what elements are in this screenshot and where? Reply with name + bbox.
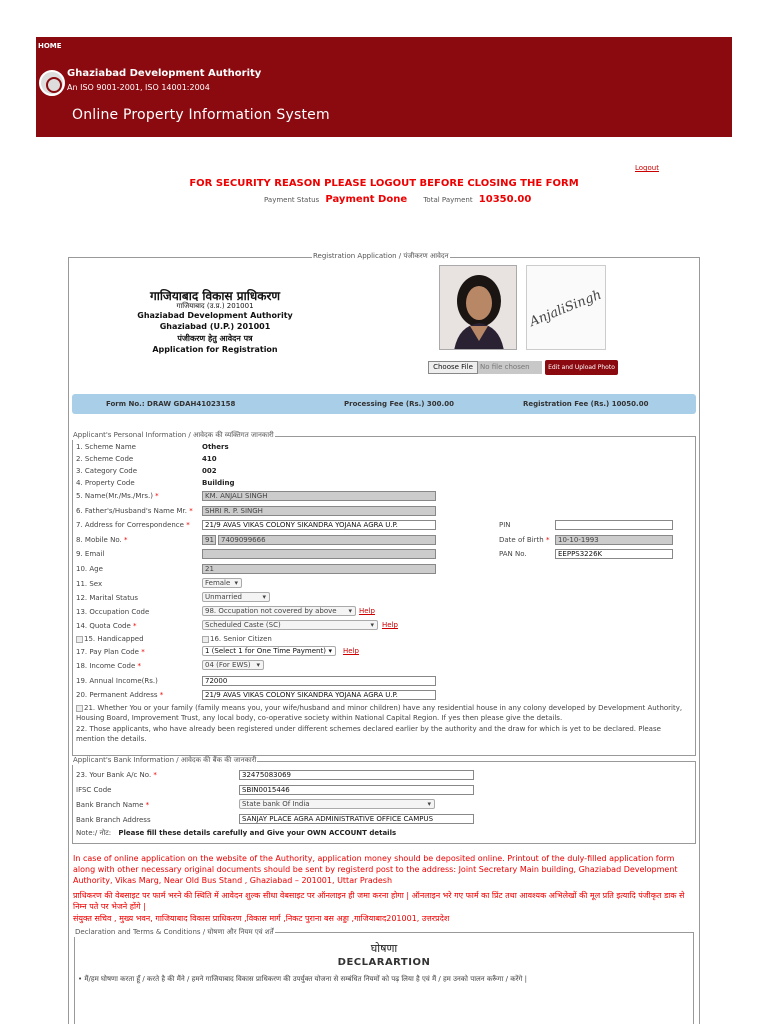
- ifsc-label: IFSC Code: [76, 786, 112, 794]
- form-number: Form No.: DRAW GDAH41023158: [106, 400, 236, 408]
- question-21: 21. Whether You or your family (family means you, your wife/husband and minor children) have any residential house in any colony developed by Development Authority, Housing Board, Improvement Trust, any local body, co-operative society within National Capital Region. If yes then please give the details.: [76, 704, 683, 722]
- quota-help-link[interactable]: Help: [382, 621, 398, 629]
- email-field[interactable]: [202, 549, 436, 559]
- category-code-value: 002: [202, 467, 217, 475]
- declaration-point-1: • मैं/हम घोषणा करता हूँ / करते है की मैंने / हमने गाजियाबाद विकास प्राधिकरण की उपर्युक्त योजना से सम्बंधित नियमों को पढ़ लिया है एवं मैं / हम उनको पालन करूँगा / करेंगे |: [78, 975, 527, 983]
- payplan-help-link[interactable]: Help: [343, 647, 359, 655]
- marital-select[interactable]: Unmarried ▾: [202, 592, 270, 602]
- notice-hindi: प्राधिकरण की वेबसाइट पर फार्म भरने की स्थिति में आवेदन शुल्क सीधा वेबसाइट पर ऑनलाइन ही जमा करना होगा | ऑनलाइन भरे गए फार्म का प्रिंट तथा आवश्यक अभिलेखों की मूल प्रति इत्यादि पंजीकृत डाक से निम्न पते पर भेजने होंगे |: [73, 891, 685, 911]
- applicant-photo: [439, 265, 517, 350]
- branch-address-field[interactable]: SANJAY PLACE AGRA ADMINISTRATIVE OFFICE CAMPUS: [239, 814, 474, 824]
- choose-file-button[interactable]: Choose File: [428, 361, 478, 374]
- residential-house-checkbox[interactable]: [76, 705, 83, 712]
- bank-info-legend: Applicant's Bank Information / आवेदक की बैंक की जानकारी: [73, 756, 257, 764]
- note-label: Note:/ नोट:: [76, 829, 112, 837]
- fee-info-bar: [72, 394, 696, 414]
- mobile-field[interactable]: 7409099666: [218, 535, 436, 545]
- dob-field[interactable]: 10-10-1993: [555, 535, 673, 545]
- bank-ac-label: 23. Your Bank A/c No.: [76, 771, 152, 779]
- sex-select[interactable]: Female ▾: [202, 578, 242, 588]
- address-field[interactable]: 21/9 AVAS VIKAS COLONY SIKANDRA YOJANA AGRA U.P.: [202, 520, 436, 530]
- branch-name-label: Bank Branch Name: [76, 801, 144, 809]
- age-label: 10. Age: [76, 565, 103, 573]
- upload-photo-button[interactable]: Edit and Upload Photo: [545, 360, 618, 375]
- annual-income-field[interactable]: 72000: [202, 676, 436, 686]
- question-22: 22. Those applicants, who have already been registered under different schemes declared earlier by the authority and the draw for which is yet to be declared. Please mention the details.: [76, 725, 661, 743]
- quota-select[interactable]: Scheduled Caste (SC) ▾: [202, 620, 378, 630]
- name-label: 5. Name(Mr./Ms./Mrs.): [76, 492, 153, 500]
- home-link[interactable]: HOME: [38, 42, 62, 50]
- mobile-label: 8. Mobile No.: [76, 536, 122, 544]
- occupation-select[interactable]: 98. Occupation not covered by above ▾: [202, 606, 356, 616]
- notice-hindi-address: संयुक्त सचिव , मुख्य भवन, गाजियाबाद विकास प्राधिकरण ,विकास मार्ग ,निकट पुराना बस अड्डा ,गाजियाबाद201001, उत्तरप्रदेश: [73, 914, 450, 923]
- bank-ac-field[interactable]: 32475083069: [239, 770, 474, 780]
- mobile-code-field[interactable]: 91: [202, 535, 216, 545]
- security-warning: FOR SECURITY REASON PLEASE LOGOUT BEFORE CLOSING THE FORM: [189, 178, 579, 189]
- permanent-address-label: 20. Permanent Address: [76, 691, 158, 699]
- declaration-title-en: DECLARARTION: [337, 957, 431, 968]
- occupation-help-link[interactable]: Help: [359, 607, 375, 615]
- declaration-title-hi: घोषणा: [370, 942, 398, 955]
- pan-field[interactable]: EEPPS3226K: [555, 549, 673, 559]
- permanent-address-field[interactable]: 21/9 AVAS VIKAS COLONY SIKANDRA YOJANA AGRA U.P.: [202, 690, 436, 700]
- occupation-label: 13. Occupation Code: [76, 608, 150, 616]
- gda-title-en: Ghaziabad Development Authority: [137, 311, 293, 320]
- sex-label: 11. Sex: [76, 580, 103, 588]
- site-header: [36, 37, 732, 137]
- scheme-name-label: 1. Scheme Name: [76, 443, 136, 451]
- handicapped-label: 15. Handicapped: [84, 635, 144, 643]
- gda-logo-icon: [39, 70, 65, 96]
- declaration-legend: Declaration and Terms & Conditions / घोषणा और नियम एवं शर्तें: [75, 928, 274, 936]
- gda-city-en: Ghaziabad (U.P.) 201001: [159, 322, 271, 331]
- processing-fee: Processing Fee (Rs.) 300.00: [344, 400, 454, 408]
- registration-legend: Registration Application / पंजीकरण आवेदन: [313, 252, 449, 260]
- handicapped-checkbox[interactable]: [76, 636, 83, 643]
- dob-label: Date of Birth: [499, 536, 544, 544]
- application-title-hi: पंजीकरण हेतु आवेदन पत्र: [177, 334, 253, 343]
- bank-note: Please fill these details carefully and Give your OWN ACCOUNT details: [118, 829, 397, 837]
- property-code-label: 4. Property Code: [76, 479, 135, 487]
- system-title: Online Property Information System: [72, 107, 330, 123]
- payplan-select[interactable]: 1 (Select 1 for One Time Payment) ▾: [202, 646, 336, 656]
- age-field[interactable]: 21: [202, 564, 436, 574]
- father-name-label: 6. Father's/Husband's Name Mr.: [76, 507, 188, 515]
- property-code-value: Building: [202, 479, 235, 487]
- senior-citizen-label: 16. Senior Citizen: [210, 635, 272, 643]
- personal-info-legend: Applicant's Personal Information / आवेदक की व्यक्तिगत जानकारी: [73, 431, 274, 439]
- income-code-label: 18. Income Code: [76, 662, 136, 670]
- branch-address-label: Bank Branch Address: [76, 816, 151, 824]
- applicant-signature: [526, 265, 606, 350]
- payment-status-value: Payment Done: [325, 194, 408, 205]
- senior-citizen-checkbox[interactable]: [202, 636, 209, 643]
- email-label: 9. Email: [76, 550, 105, 558]
- category-code-label: 3. Category Code: [76, 467, 138, 475]
- iso-text: An ISO 9001-2001, ISO 14001:2004: [67, 83, 210, 92]
- scheme-code-value: 410: [202, 455, 217, 463]
- no-file-chosen: No file chosen: [478, 361, 542, 374]
- father-name-field[interactable]: SHRI R. P. SINGH: [202, 506, 436, 516]
- payplan-label: 17. Pay Plan Code: [76, 648, 139, 656]
- pin-label: PIN: [499, 521, 511, 529]
- payment-status-label: Payment Status: [264, 196, 320, 204]
- pin-field[interactable]: [555, 520, 673, 530]
- quota-label: 14. Quota Code: [76, 622, 131, 630]
- total-payment-value: 10350.00: [478, 194, 532, 205]
- payment-status: [264, 194, 545, 205]
- application-title-en: Application for Registration: [152, 345, 278, 354]
- income-code-select[interactable]: 04 (For EWS) ▾: [202, 660, 264, 670]
- name-field[interactable]: KM. ANJALI SINGH: [202, 491, 436, 501]
- ifsc-field[interactable]: SBIN0015446: [239, 785, 474, 795]
- total-payment-label: Total Payment: [423, 196, 473, 204]
- registration-fee: Registration Fee (Rs.) 10050.00: [523, 400, 649, 408]
- address-label: 7. Address for Correspondence: [76, 521, 184, 529]
- marital-label: 12. Marital Status: [76, 594, 139, 602]
- gda-title-hi: गाजियाबाद विकास प्राधिकरण: [149, 289, 281, 303]
- branch-name-select[interactable]: State bank Of India ▾: [239, 799, 435, 809]
- logout-link[interactable]: Logout: [635, 164, 659, 172]
- annual-income-label: 19. Annual Income(Rs.): [76, 677, 158, 685]
- pan-label: PAN No.: [499, 550, 527, 558]
- gda-city-hi: गाजियाबाद (उ.प्र.) 201001: [176, 302, 254, 310]
- signature-text: AnjaliSingh: [527, 287, 604, 330]
- scheme-code-label: 2. Scheme Code: [76, 455, 134, 463]
- org-name: Ghaziabad Development Authority: [67, 68, 262, 79]
- notice-english: In case of online application on the website of the Authority, application money should be deposited online. Printout of the duly-filled application form along with other necessary original documents should be sent by registerd post to the address: Joint Secretary Main building, Ghaziabad Development Authority, Vikas Marg, Near Old Bus Stand , Ghaziabad – 201001, Uttar Pradesh: [73, 854, 678, 885]
- scheme-name-value: Others: [202, 443, 229, 451]
